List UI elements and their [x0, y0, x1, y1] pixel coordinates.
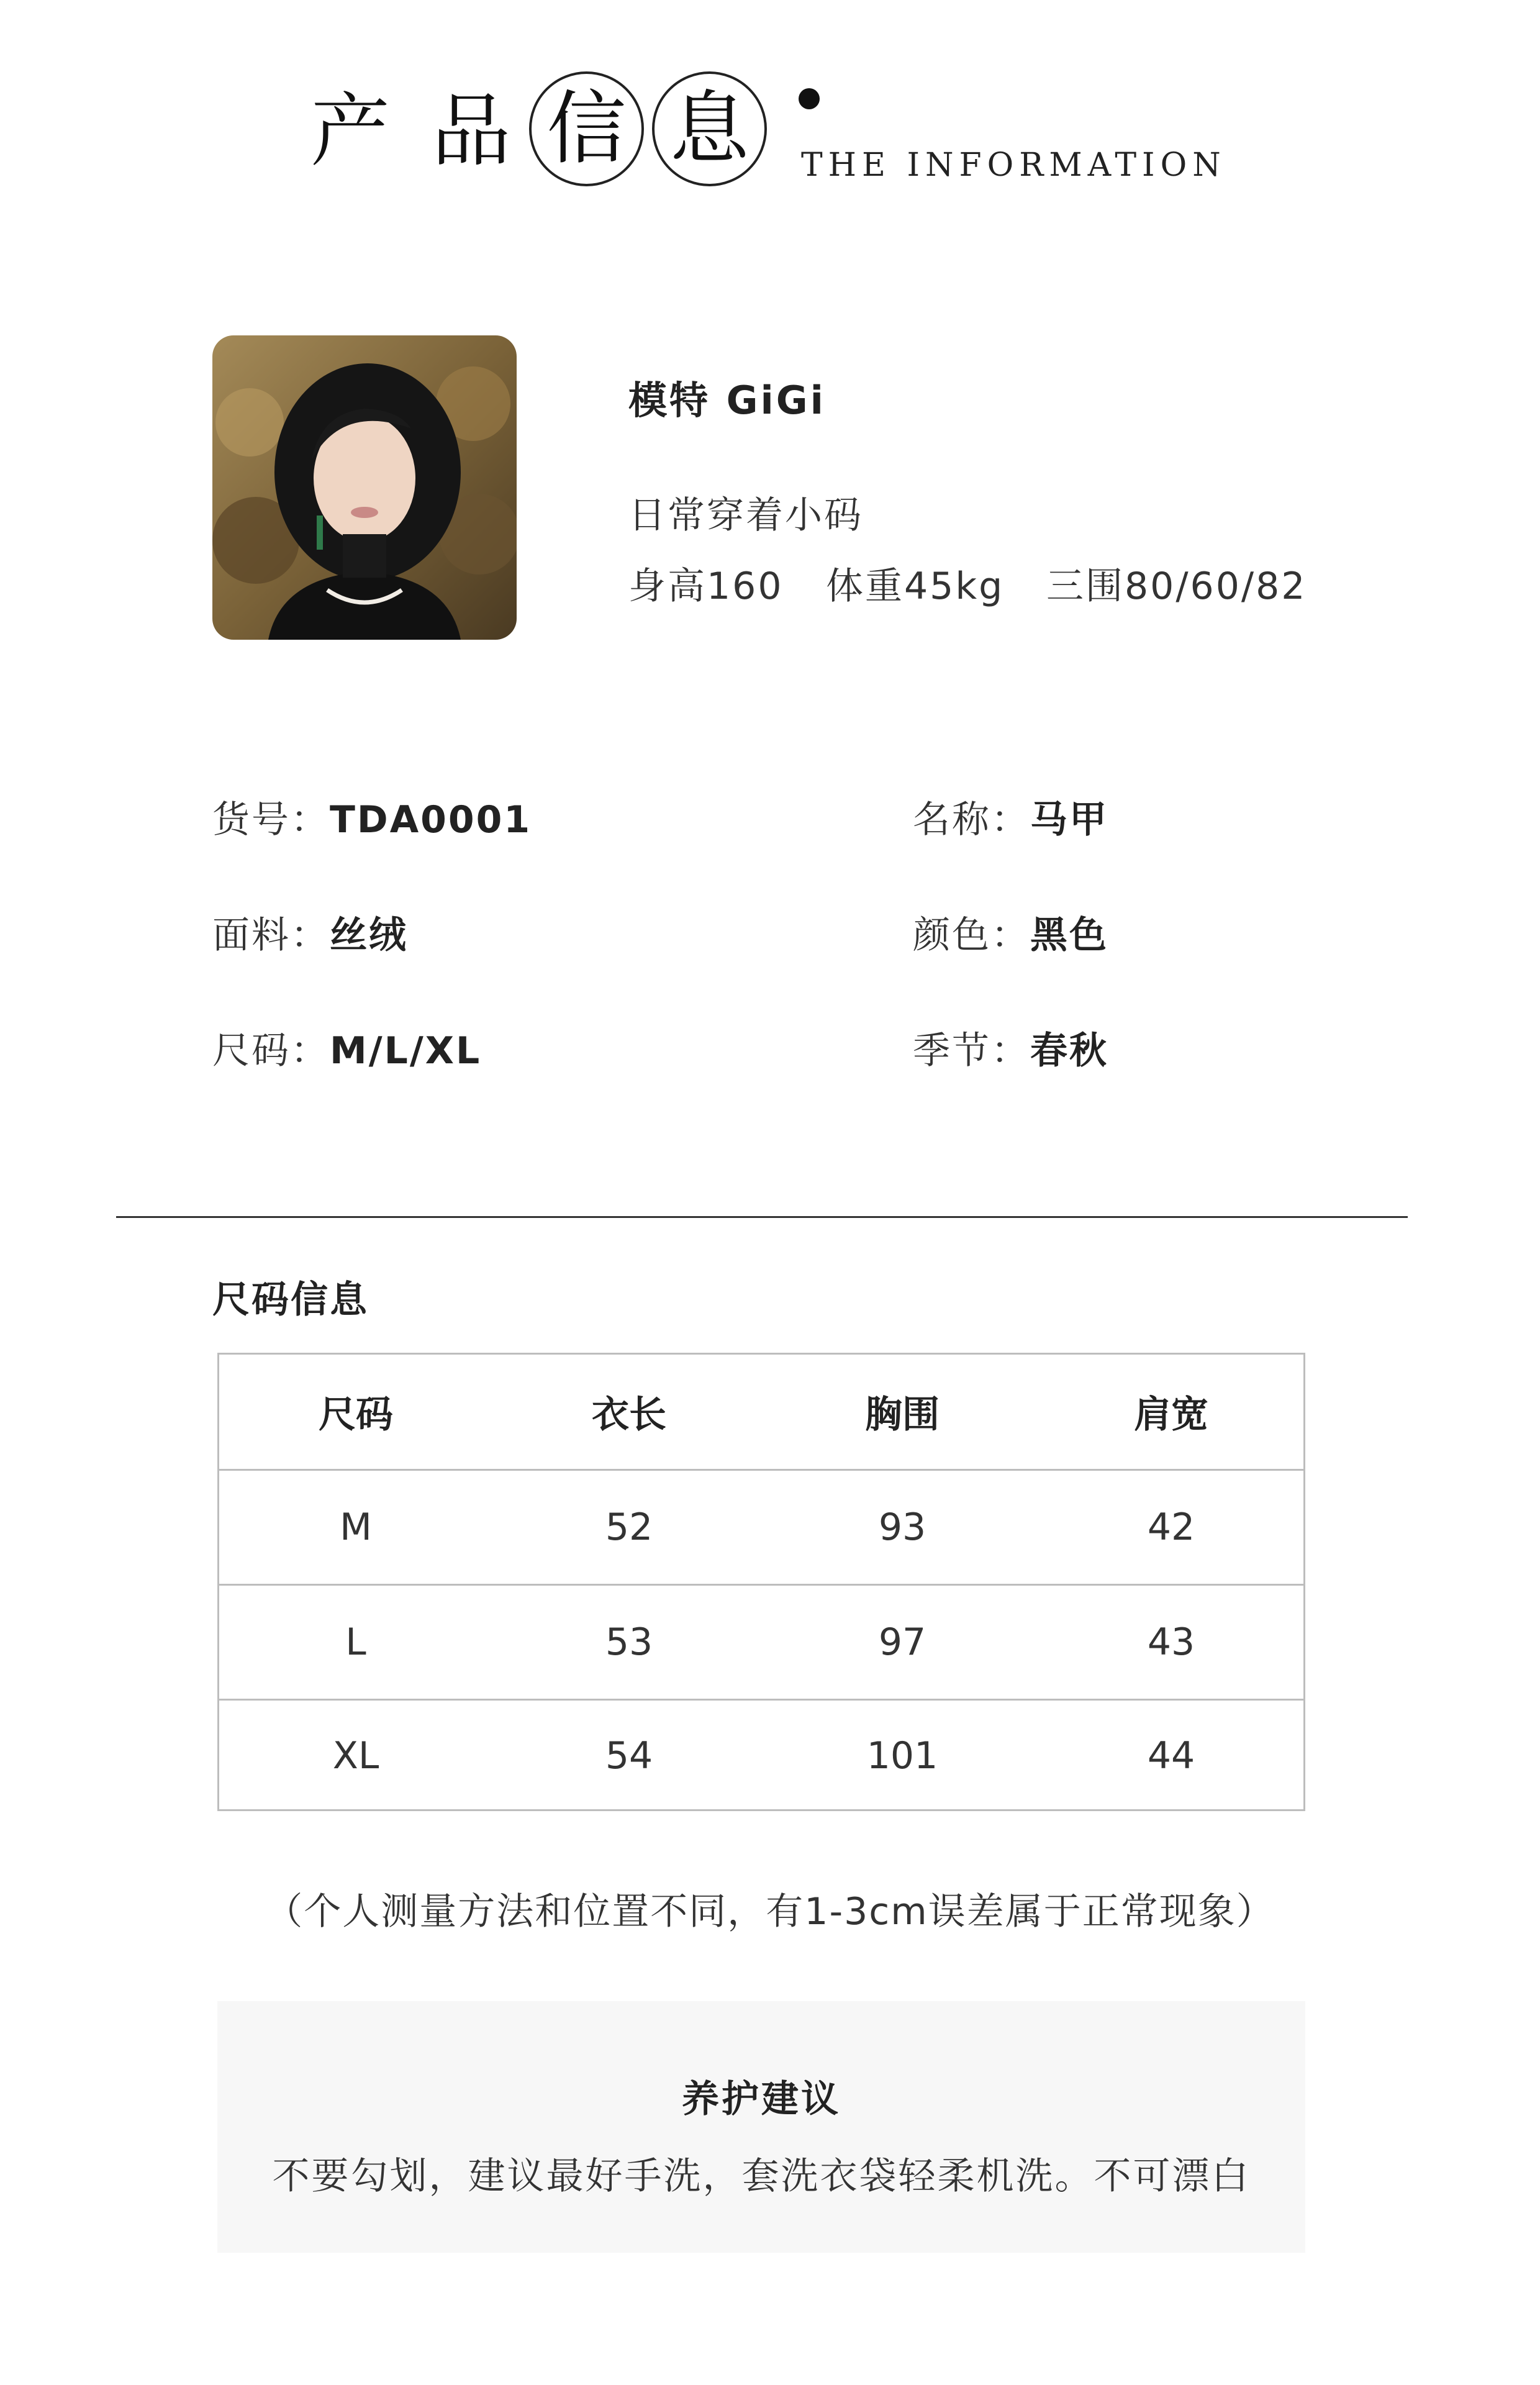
header-circle-1 — [529, 71, 644, 186]
table-cell: 42 — [1147, 1506, 1195, 1549]
table-row — [219, 1471, 1303, 1586]
info-name-value: 马甲 — [1030, 798, 1108, 842]
info-fabric-value: 丝绒 — [330, 914, 408, 957]
table-cell: 93 — [878, 1506, 926, 1549]
table-header-row — [219, 1355, 1303, 1471]
header-english-title: THE INFORMATION — [801, 147, 1226, 184]
info-sizes — [212, 1021, 481, 1074]
table-cell: 97 — [878, 1620, 926, 1664]
measurement-note: （个人测量方法和位置不同，有1-3cm误差属于正常现象） — [265, 1890, 1275, 1933]
table-row — [219, 1586, 1303, 1701]
info-name — [913, 790, 1108, 843]
header-char-4: 息 — [669, 82, 750, 175]
table-cell: 43 — [1147, 1620, 1195, 1664]
header — [0, 0, 1540, 211]
model-weight: 体重45kg — [826, 565, 1005, 608]
info-season-label: 季节： — [913, 1029, 1030, 1073]
size-table — [217, 1353, 1305, 1811]
size-info-title: 尺码信息 — [212, 1278, 369, 1322]
table-cell: 101 — [866, 1734, 938, 1778]
info-item-no-label: 货号： — [212, 798, 330, 842]
table-row — [219, 1701, 1303, 1811]
header-char-3: 信 — [546, 82, 627, 175]
table-header-cell: 肩宽 — [1134, 1393, 1208, 1437]
info-season-value: 春秋 — [1030, 1029, 1108, 1073]
table-header-cell: 尺码 — [319, 1393, 393, 1437]
model-avatar — [212, 335, 517, 640]
model-measurements: 三围80/60/82 — [1046, 565, 1307, 608]
info-item-no-value: TDA0001 — [330, 798, 532, 842]
table-cell: M — [340, 1506, 372, 1549]
model-name: 模特 GiGi — [628, 378, 826, 423]
table-cell: L — [345, 1620, 366, 1664]
info-sizes-label: 尺码： — [212, 1029, 330, 1073]
care-panel — [217, 2001, 1305, 2253]
header-char-1: 产 — [310, 85, 391, 178]
info-name-label: 名称： — [913, 798, 1030, 842]
model-photo — [212, 335, 517, 640]
info-fabric — [212, 906, 408, 959]
header-circle-2 — [652, 71, 767, 186]
section-divider — [116, 1216, 1408, 1218]
table-cell: XL — [332, 1734, 379, 1778]
info-color-value: 黑色 — [1030, 914, 1108, 957]
care-title: 养护建议 — [682, 2078, 841, 2121]
care-text: 不要勾划，建议最好手洗，套洗衣袋轻柔机洗。不可漂白 — [272, 2155, 1251, 2198]
info-fabric-label: 面料： — [212, 914, 330, 957]
table-cell: 44 — [1147, 1734, 1195, 1778]
header-dot — [799, 88, 820, 109]
info-item-no — [212, 790, 532, 843]
model-size-note: 日常穿着小码 — [628, 494, 863, 537]
table-header-cell: 衣长 — [592, 1393, 666, 1437]
header-char-2: 品 — [432, 85, 512, 178]
info-color-label: 颜色： — [913, 914, 1030, 957]
table-cell: 54 — [605, 1734, 653, 1778]
info-color — [913, 906, 1108, 959]
table-header-cell: 胸围 — [865, 1393, 940, 1437]
model-height: 身高160 — [628, 565, 784, 608]
table-cell: 53 — [605, 1620, 653, 1664]
info-season — [913, 1021, 1108, 1074]
table-cell: 52 — [605, 1506, 653, 1549]
info-sizes-value: M/L/XL — [330, 1029, 482, 1073]
